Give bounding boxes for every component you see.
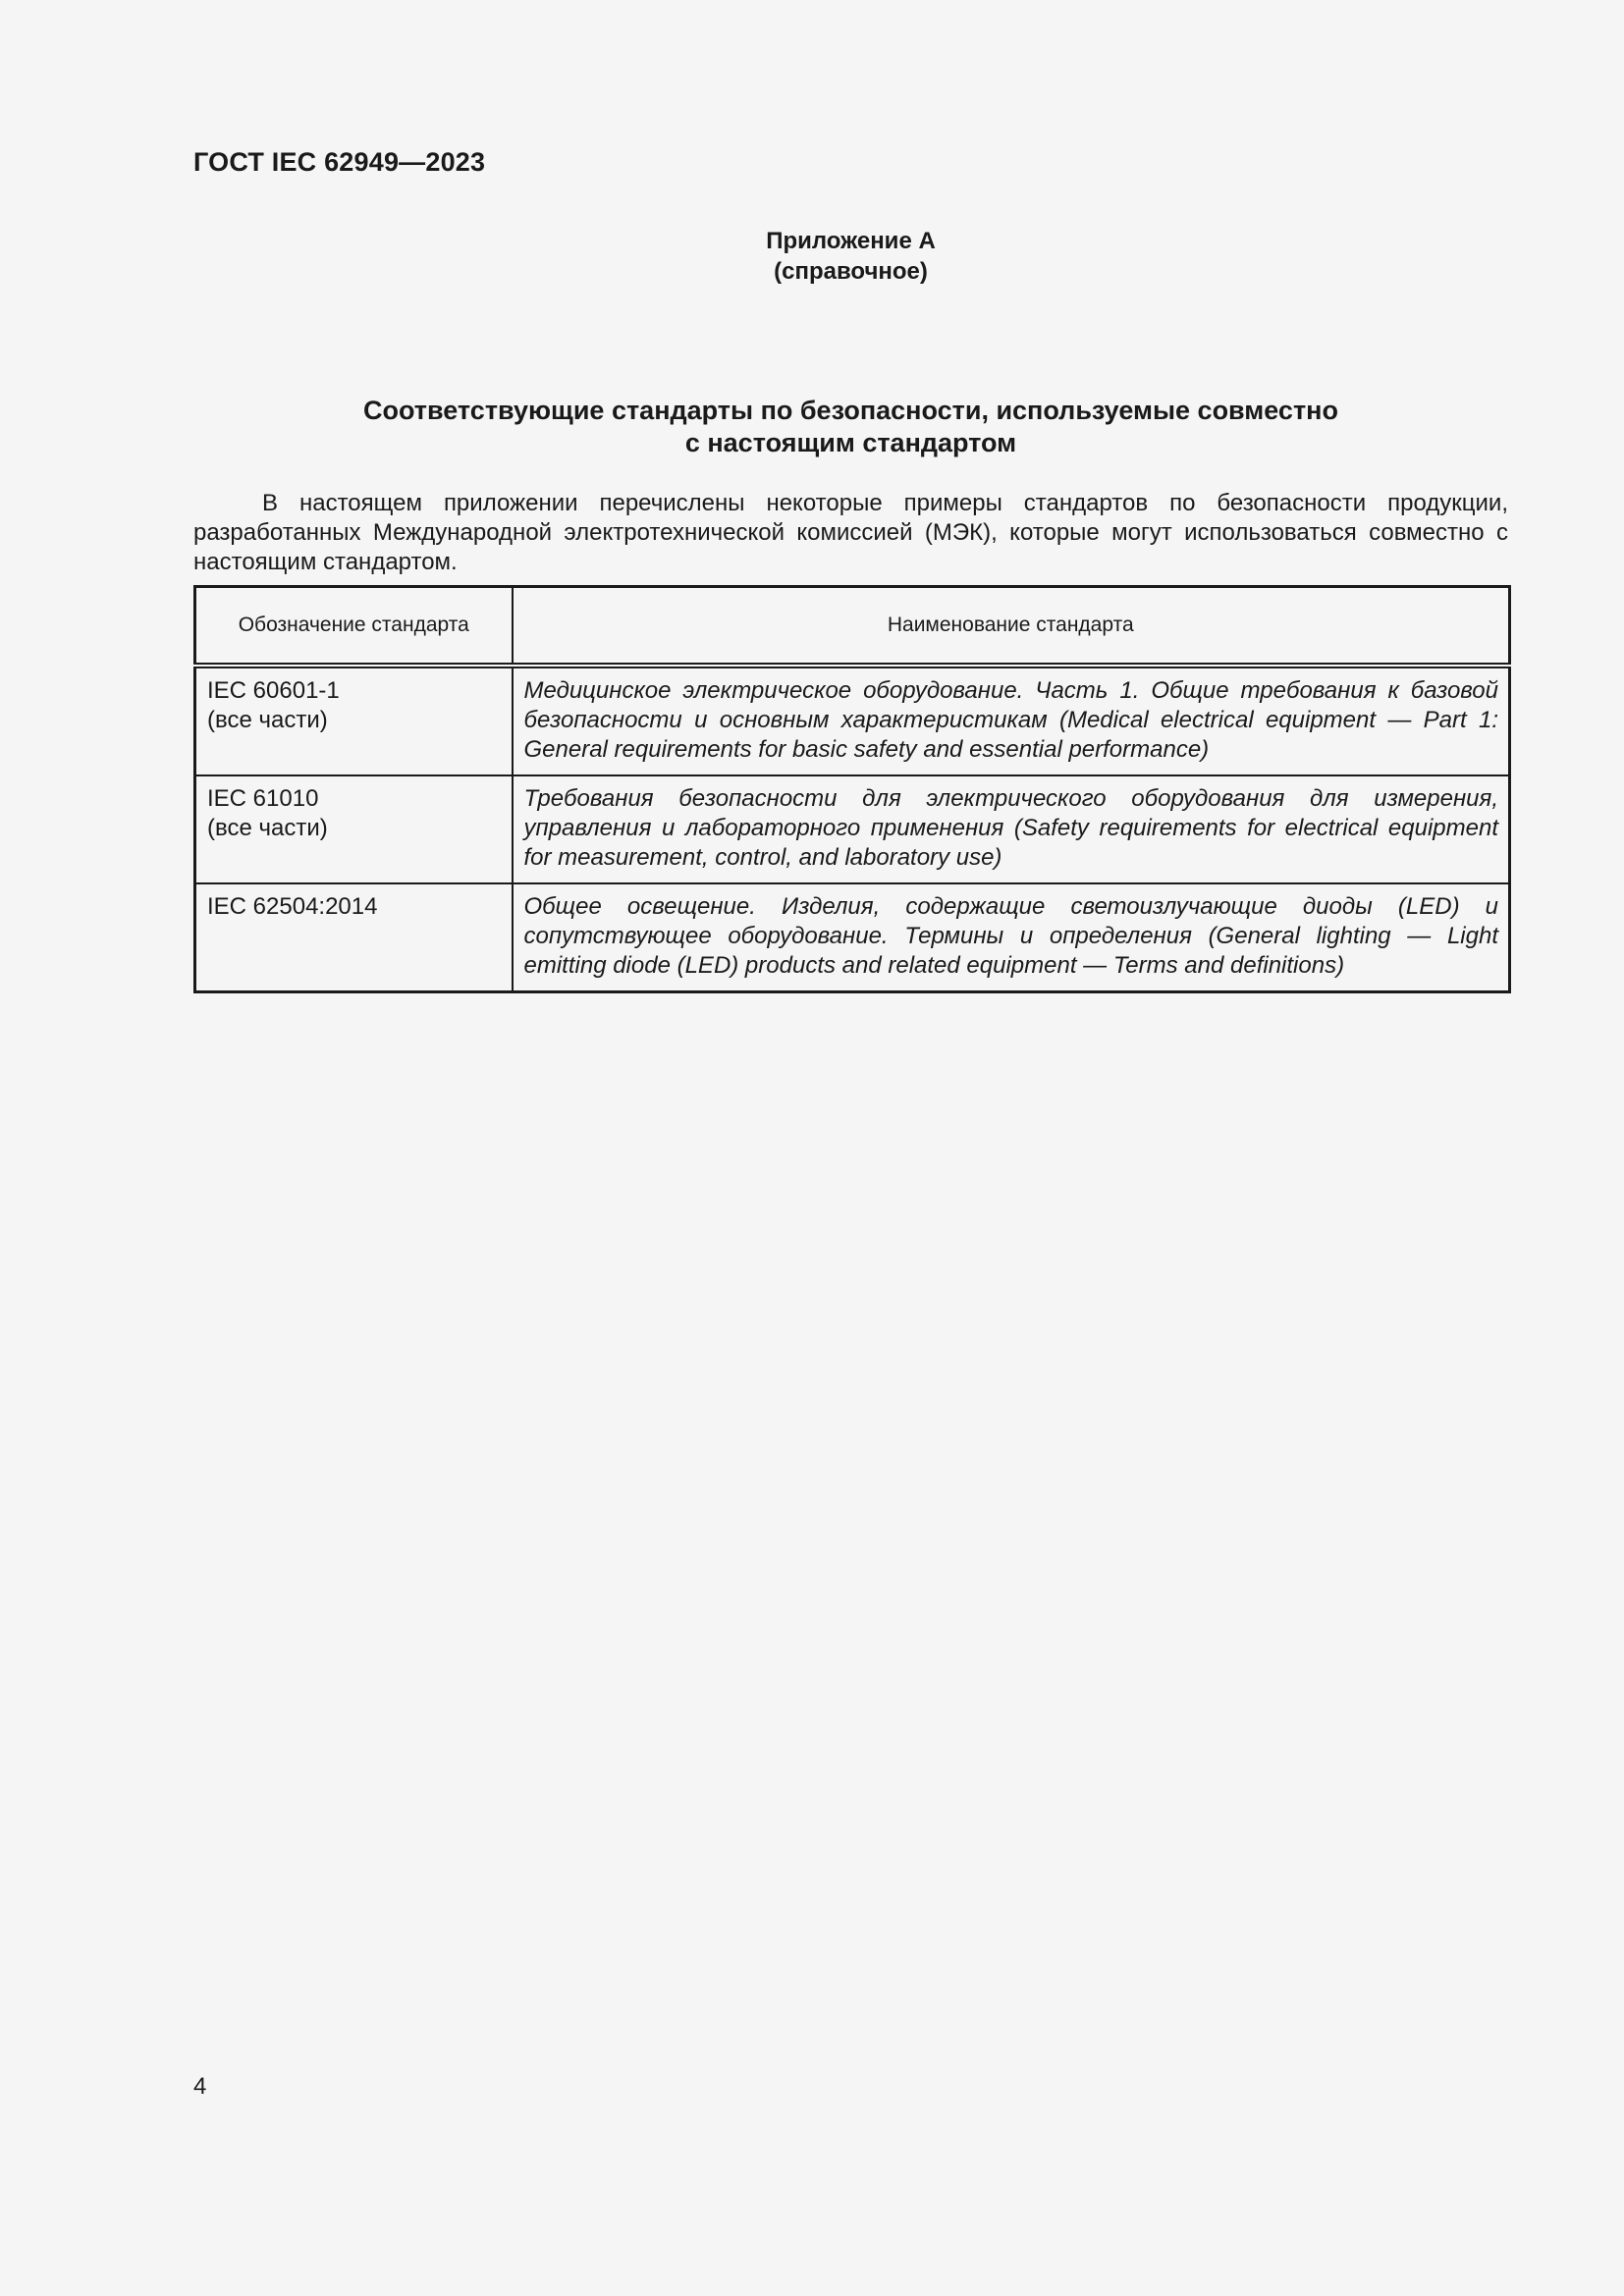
intro-paragraph: В настоящем приложении перечислены некоторые примеры стандартов по безопасности продукции, разработанных Международной электротехнической комиссией (МЭК), которые могут использоваться совместно с настоящим стандартом. <box>193 490 1508 575</box>
annex-title <box>193 395 1508 459</box>
annex-label: Приложение А <box>766 228 936 254</box>
standard-designation-cell <box>195 666 513 775</box>
column-header-name: Наименование стандарта <box>513 587 1510 667</box>
standard-code: IEC 61010 <box>207 785 319 812</box>
annex-kind: (справочное) <box>774 258 928 285</box>
standard-name-cell: Общее освещение. Изделия, содержащие светоизлучающие диоды (LED) и сопутствующее оборудование. Термины и определения (General lighting — Light emitting diode (LED) products and related equipment — Terms and definitions) <box>513 883 1510 992</box>
annex-title-line-1: Соответствующие стандарты по безопасности, используемые совместно <box>363 396 1338 425</box>
page-number: 4 <box>193 2073 207 2100</box>
standard-name-cell: Медицинское электрическое оборудование. Часть 1. Общие требования к базовой безопасности и основным характеристикам (Medical electrical equipment — Part 1: General requirements for basic safety and essential performance) <box>513 666 1510 775</box>
annex-title-line-2: с настоящим стандартом <box>684 428 1017 457</box>
column-header-designation: Обозначение стандарта <box>195 587 513 667</box>
table-header-row <box>195 587 1510 667</box>
document-code: ГОСТ IEC 62949—2023 <box>193 147 486 177</box>
standard-designation-cell <box>195 883 513 992</box>
table-row <box>195 883 1510 992</box>
standard-designation-cell <box>195 775 513 883</box>
table-row <box>195 666 1510 775</box>
standard-code-note: (все части) <box>207 815 328 841</box>
table-row <box>195 775 1510 883</box>
standard-name-cell: Требования безопасности для электрического оборудования для измерения, управления и лабораторного применения (Safety requirements for electrical equipment for measurement, control, and laboratory use) <box>513 775 1510 883</box>
standard-code: IEC 60601-1 <box>207 677 340 704</box>
standard-code: IEC 62504:2014 <box>207 893 378 920</box>
standards-table <box>193 585 1511 993</box>
annex-heading <box>193 226 1508 287</box>
standard-code-note: (все части) <box>207 707 328 733</box>
